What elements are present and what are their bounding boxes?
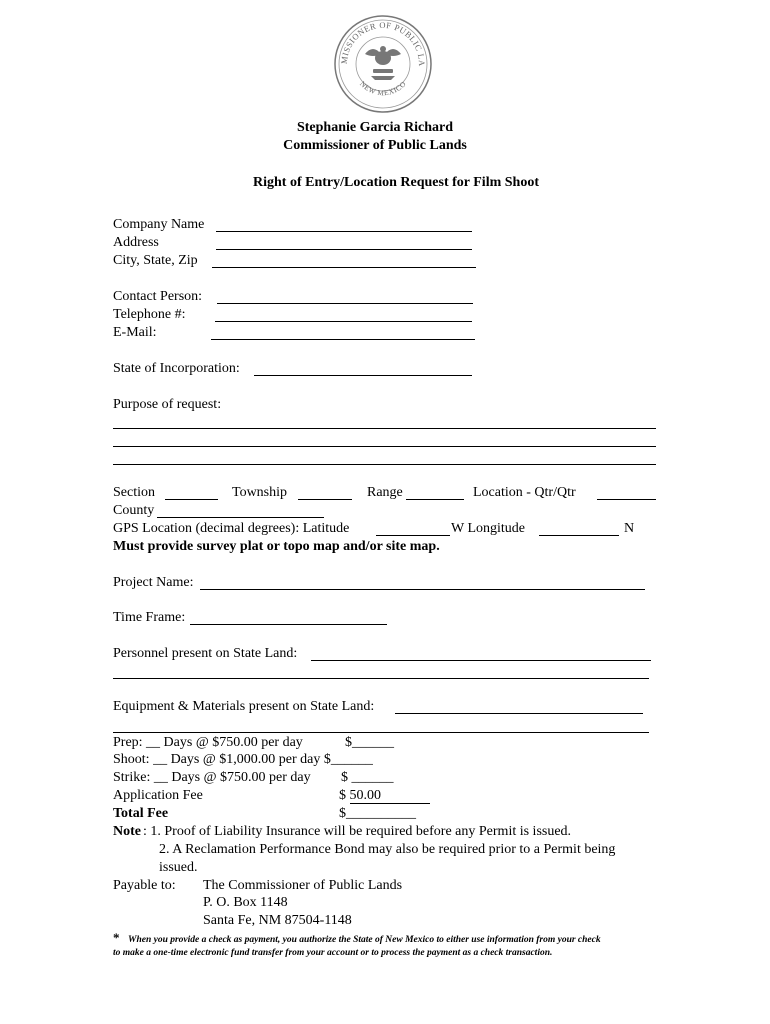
strike-fee-line: Strike: __ Days @ $750.00 per day [113, 770, 311, 785]
qtr-qtr-field[interactable] [597, 499, 656, 500]
personnel-label: Personnel present on State Land: [113, 646, 298, 661]
time-frame-label: Time Frame: [113, 610, 186, 625]
survey-plat-note: Must provide survey plat or topo map and/or site map. [113, 539, 440, 554]
application-fee-label: Application Fee [113, 788, 203, 803]
range-label: Range [367, 485, 403, 500]
footer-asterisk: * [113, 930, 120, 945]
purpose-line-3[interactable] [113, 464, 656, 465]
personnel-field-line-2[interactable] [113, 678, 649, 679]
footer-disclaimer-1: When you provide a check as payment, you authorize the State of New Mexico to either use information from your check [128, 935, 601, 945]
payee-city: Santa Fe, NM 87504-1148 [203, 913, 352, 928]
purpose-line-1[interactable] [113, 428, 656, 429]
project-name-field[interactable] [200, 589, 645, 590]
equipment-field[interactable] [395, 713, 643, 714]
qtr-qtr-label: Location - Qtr/Qtr [473, 485, 576, 500]
contact-person-field[interactable] [217, 303, 473, 304]
shoot-fee-line[interactable]: Shoot: __ Days @ $1,000.00 per day $______ [113, 752, 373, 767]
purpose-line-2[interactable] [113, 446, 656, 447]
city-state-zip-field[interactable] [212, 267, 476, 268]
total-fee-label: Total Fee [113, 806, 169, 821]
email-field[interactable] [211, 339, 475, 340]
gps-latitude-label: GPS Location (decimal degrees): Latitude [113, 521, 350, 536]
note-2-continued: issued. [159, 860, 198, 875]
latitude-field[interactable] [376, 535, 450, 536]
note-label: Note [113, 824, 141, 839]
prep-fee-line: Prep: __ Days @ $750.00 per day [113, 735, 303, 750]
note-2: 2. A Reclamation Performance Bond may also be required prior to a Permit being [159, 842, 616, 857]
payee-po-box: P. O. Box 1148 [203, 895, 288, 910]
telephone-label: Telephone #: [113, 307, 186, 322]
contact-person-label: Contact Person: [113, 289, 203, 304]
north-label: N [624, 521, 635, 536]
footer-disclaimer-2: to make a one-time electronic fund transfer from your account or to process the payment as a check transaction. [113, 948, 553, 958]
strike-fee-amount[interactable]: $ ______ [341, 770, 394, 785]
commissioner-office: Commissioner of Public Lands [283, 138, 467, 153]
city-state-zip-label: City, State, Zip [113, 253, 198, 268]
company-name-field[interactable] [216, 231, 472, 232]
range-field[interactable] [406, 499, 464, 500]
total-fee-amount[interactable]: $__________ [339, 806, 416, 821]
application-fee-amount: $ 50.00 [339, 788, 381, 803]
seal-graphic [333, 14, 433, 114]
address-label: Address [113, 235, 159, 250]
svg-text:NEW MEXICO: NEW MEXICO [358, 79, 408, 98]
company-name-label: Company Name [113, 217, 205, 232]
longitude-field[interactable] [539, 535, 619, 536]
section-label: Section [113, 485, 155, 500]
payable-to-label: Payable to: [113, 878, 176, 893]
personnel-field[interactable] [311, 660, 651, 661]
county-field[interactable] [157, 517, 324, 518]
state-seal [333, 14, 433, 114]
township-field[interactable] [298, 499, 352, 500]
note-1: : 1. Proof of Liability Insurance will be required before any Permit is issued. [143, 824, 572, 839]
application-fee-underline [350, 803, 430, 804]
equipment-label: Equipment & Materials present on State Land: [113, 699, 375, 714]
project-name-label: Project Name: [113, 575, 194, 590]
incorporation-field[interactable] [254, 375, 472, 376]
form-title: Right of Entry/Location Request for Film Shoot [253, 175, 539, 190]
telephone-field[interactable] [215, 321, 472, 322]
purpose-label: Purpose of request: [113, 397, 222, 412]
section-field[interactable] [165, 499, 218, 500]
prep-fee-amount[interactable]: $______ [345, 735, 394, 750]
payee-name: The Commissioner of Public Lands [203, 878, 403, 893]
longitude-label: W Longitude [451, 521, 526, 536]
address-field[interactable] [216, 249, 472, 250]
township-label: Township [232, 485, 288, 500]
time-frame-field[interactable] [190, 624, 387, 625]
email-label: E-Mail: [113, 325, 157, 340]
equipment-field-line-2[interactable] [113, 732, 649, 733]
county-label: County [113, 503, 155, 518]
svg-text:COMMISSIONER OF PUBLIC LANDS: MISSIONER OF PUBLIC LA [338, 19, 428, 67]
commissioner-name: Stephanie Garcia Richard [296, 120, 454, 135]
incorporation-label: State of Incorporation: [113, 361, 240, 376]
